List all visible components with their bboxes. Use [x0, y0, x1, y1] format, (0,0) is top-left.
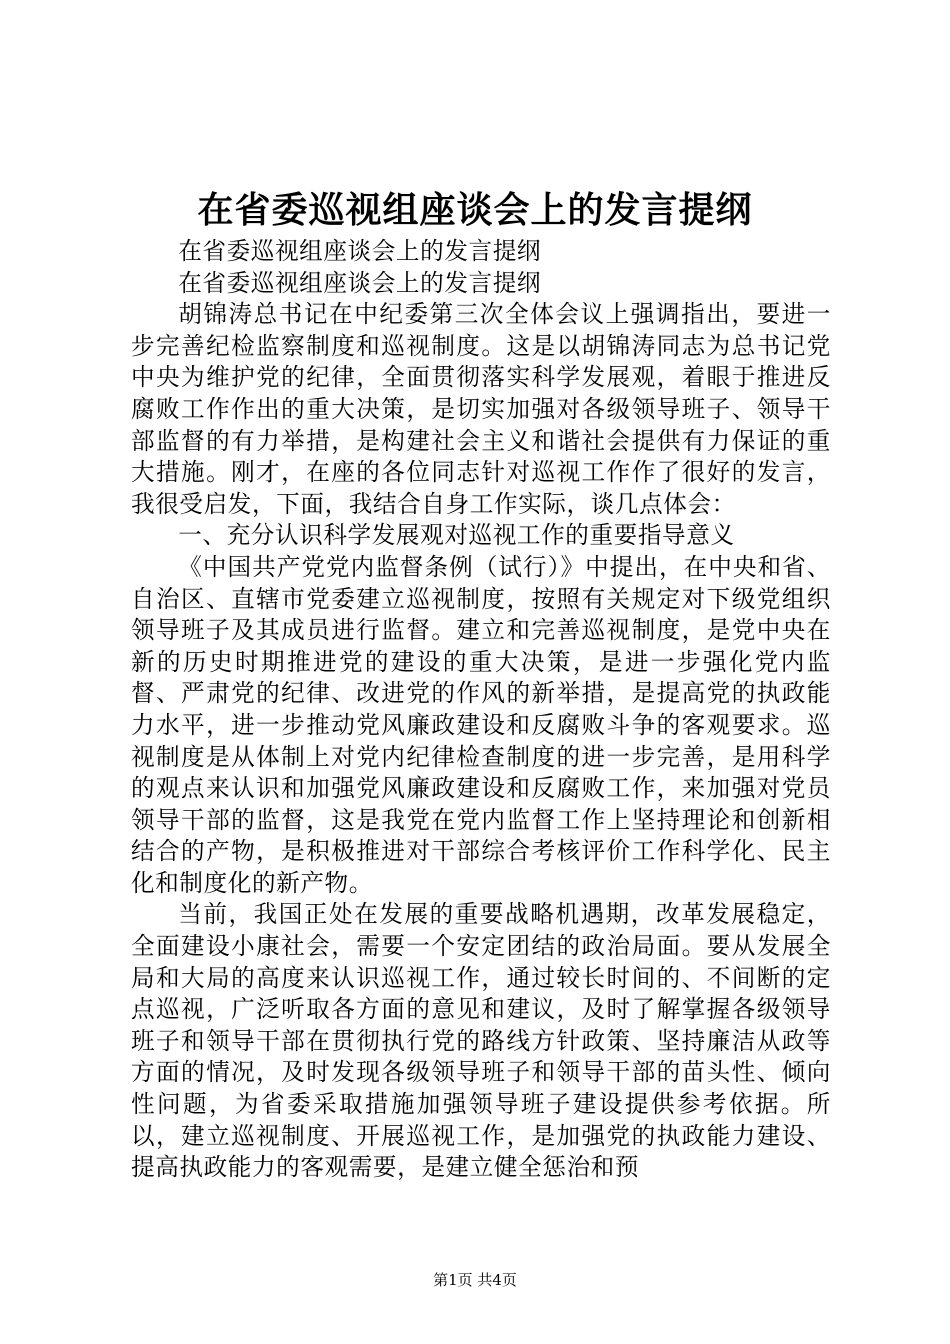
paragraph: 胡锦涛总书记在中纪委第三次全体会议上强调指出，要进一步完善纪检监察制度和巡视制度。这是以胡锦涛同志为总书记党中央为维护党的纪律，全面贯彻落实科学发展观，着眼于推进反腐败工作作出的重大决策，是切实加强对各级领导班子、领导干部监督的有力举措，是构建社会主义和谐社会提供有力保证的重大措施。刚才，在座的各位同志针对巡视工作作了很好的发言，我很受启发，下面，我结合自身工作实际，谈几点体会： [131, 300, 831, 518]
paragraph: 《中国共产党党内监督条例（试行）》中提出，在中央和省、自治区、直辖市党委建立巡视制度，按照有关规定对下级党组织领导班子及其成员进行监督。建立和完善巡视制度，是党中央在新的历史时期推进党的建设的重大决策，是进一步强化党内监督、严肃党的纪律、改进党的作风的新举措，是提高党的执政能力水平，进一步推动党风廉政建设和反腐败斗争的客观要求。巡视制度是从体制上对党内纪律检查制度的进一步完善，是用科学的观点来认识和加强党风廉政建设和反腐败工作，来加强对党员领导干部的监督，这是我党在党内监督工作上坚持理论和创新相结合的产物，是积极推进对干部综合考核评价工作科学化、民主化和制度化的新产物。 [131, 552, 831, 897]
paragraph: 在省委巡视组座谈会上的发言提纲 [178, 237, 542, 265]
document-title: 在省委巡视组座谈会上的发言提纲 [197, 189, 753, 231]
section-heading: 一、充分认识科学发展观对巡视工作的重要指导意义 [178, 521, 735, 550]
paragraph: 在省委巡视组座谈会上的发言提纲 [178, 268, 542, 297]
page-footer: 第1页 共4页 [433, 1271, 517, 1289]
document-body [131, 236, 831, 1184]
paragraph: 当前，我国正处在发展的重要战略机遇期，改革发展稳定，全面建设小康社会，需要一个安定团结的政治局面。要从发展全局和大局的高度来认识巡视工作，通过较长时间的、不间断的定点巡视，广泛听取各方面的意见和建议，及时了解掌握各级领导班子和领导干部在贯彻执行党的路线方针政策、坚持廉洁从政等方面的情况，及时发现各级领导班子和领导干部的苗头性、倾向性问题，为省委采取措施加强领导班子建设提供参考依据。所以，建立巡视制度、开展巡视工作，是加强党的执政能力建设、提高执政能力的客观需要，是建立健全惩治和预 [131, 900, 831, 1182]
